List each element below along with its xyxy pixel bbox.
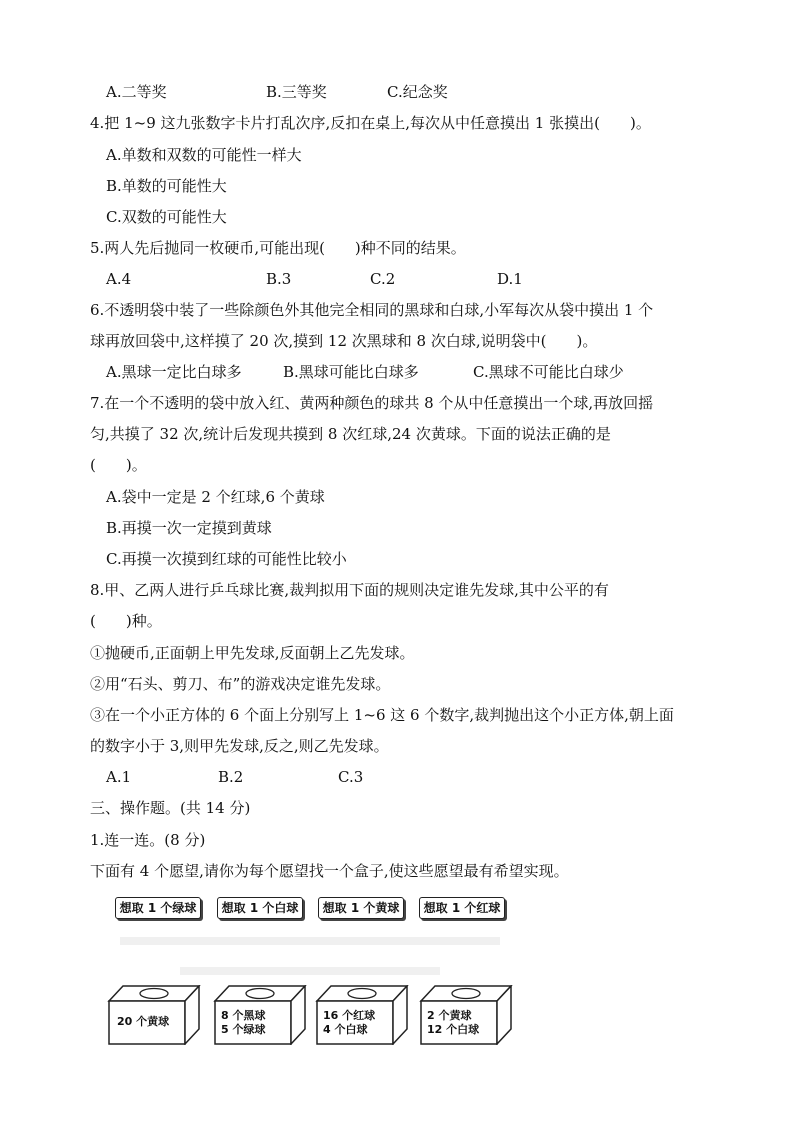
q6-option-a: A.黑球一定比白球多	[106, 363, 242, 381]
q6-stem-line2: 球再放回袋中,这样摸了 20 次,摸到 12 次黑球和 8 次白球,说明袋中( )。	[90, 332, 598, 350]
box-2-line-2: 5 个绿球	[221, 1023, 266, 1036]
section-3-title: 三、操作题。(共 14 分)	[90, 799, 251, 817]
q7-stem-line3: ( )。	[90, 456, 147, 474]
q7-stem-line1: 7.在一个不透明的袋中放入红、黄两种颜色的球共 8 个从中任意摸出一个球,再放回摇	[90, 394, 654, 412]
wish-card-white[interactable]: 想取 1 个白球	[217, 897, 303, 919]
q4-option-a: A.单数和双数的可能性一样大	[106, 146, 302, 164]
q3-option-c: C.纪念奖	[387, 83, 448, 101]
q7-option-b: B.再摸一次一定摸到黄球	[106, 519, 272, 537]
q5-option-a: A.4	[106, 270, 132, 288]
q8-rule-1: ①抛硬币,正面朝上甲先发球,反面朝上乙先发球。	[90, 644, 415, 662]
box-2[interactable]	[211, 985, 307, 1045]
section-3-q1-desc: 下面有 4 个愿望,请你为每个愿望找一个盒子,使这些愿望最有希望实现。	[90, 862, 569, 880]
box-3-line-2: 4 个白球	[323, 1023, 368, 1036]
wish-card-yellow[interactable]: 想取 1 个黄球	[318, 897, 404, 919]
q8-rule-2: ②用“石头、剪刀、布”的游戏决定谁先发球。	[90, 675, 391, 693]
q4-option-b: B.单数的可能性大	[106, 177, 227, 195]
q8-rule-3-line1: ③在一个小正方体的 6 个面上分别写上 1~6 这 6 个数字,裁判抛出这个小正方体,朝上面	[90, 706, 674, 724]
section-3-q1-title: 1.连一连。(8 分)	[90, 831, 206, 849]
q6-option-c: C.黑球不可能比白球少	[473, 363, 624, 381]
box-2-line-1: 8 个黑球	[221, 1009, 266, 1022]
q5-option-b: B.3	[266, 270, 292, 288]
q8-option-a: A.1	[106, 768, 132, 786]
scan-smudge	[120, 937, 500, 945]
q3-option-a: A.二等奖	[106, 83, 167, 101]
q7-option-c: C.再摸一次摸到红球的可能性比较小	[106, 550, 347, 568]
wish-card-red[interactable]: 想取 1 个红球	[419, 897, 505, 919]
box-4[interactable]	[417, 985, 513, 1045]
box-1[interactable]	[105, 985, 201, 1045]
q8-stem-line2: ( )种。	[90, 612, 162, 630]
box-1-line-1: 20 个黄球	[117, 1015, 170, 1028]
q4-stem: 4.把 1~9 这九张数字卡片打乱次序,反扣在桌上,每次从中任意摸出 1 张摸出( )。	[90, 114, 651, 132]
q5-option-c: C.2	[370, 270, 396, 288]
q7-stem-line2: 匀,共摸了 32 次,统计后发现共摸到 8 次红球,24 次黄球。下面的说法正确的是	[90, 425, 611, 443]
q4-option-c: C.双数的可能性大	[106, 208, 227, 226]
box-3-line-1: 16 个红球	[323, 1009, 376, 1022]
box-3[interactable]	[313, 985, 409, 1045]
q8-option-c: C.3	[338, 768, 364, 786]
q3-option-b: B.三等奖	[266, 83, 327, 101]
q8-stem-line1: 8.甲、乙两人进行乒乓球比赛,裁判拟用下面的规则决定谁先发球,其中公平的有	[90, 581, 609, 599]
q8-rule-3-line2: 的数字小于 3,则甲先发球,反之,则乙先发球。	[90, 737, 389, 755]
q7-option-a: A.袋中一定是 2 个红球,6 个黄球	[106, 488, 325, 506]
q8-option-b: B.2	[218, 768, 244, 786]
q5-stem: 5.两人先后抛同一枚硬币,可能出现( )种不同的结果。	[90, 239, 466, 257]
box-4-line-1: 2 个黄球	[427, 1009, 472, 1022]
scan-smudge	[180, 967, 440, 975]
q6-option-b: B.黑球可能比白球多	[283, 363, 419, 381]
q6-stem-line1: 6.不透明袋中装了一些除颜色外其他完全相同的黑球和白球,小军每次从袋中摸出 1 个	[90, 301, 654, 319]
q5-option-d: D.1	[497, 270, 523, 288]
wish-card-green[interactable]: 想取 1 个绿球	[115, 897, 201, 919]
box-4-line-2: 12 个白球	[427, 1023, 480, 1036]
